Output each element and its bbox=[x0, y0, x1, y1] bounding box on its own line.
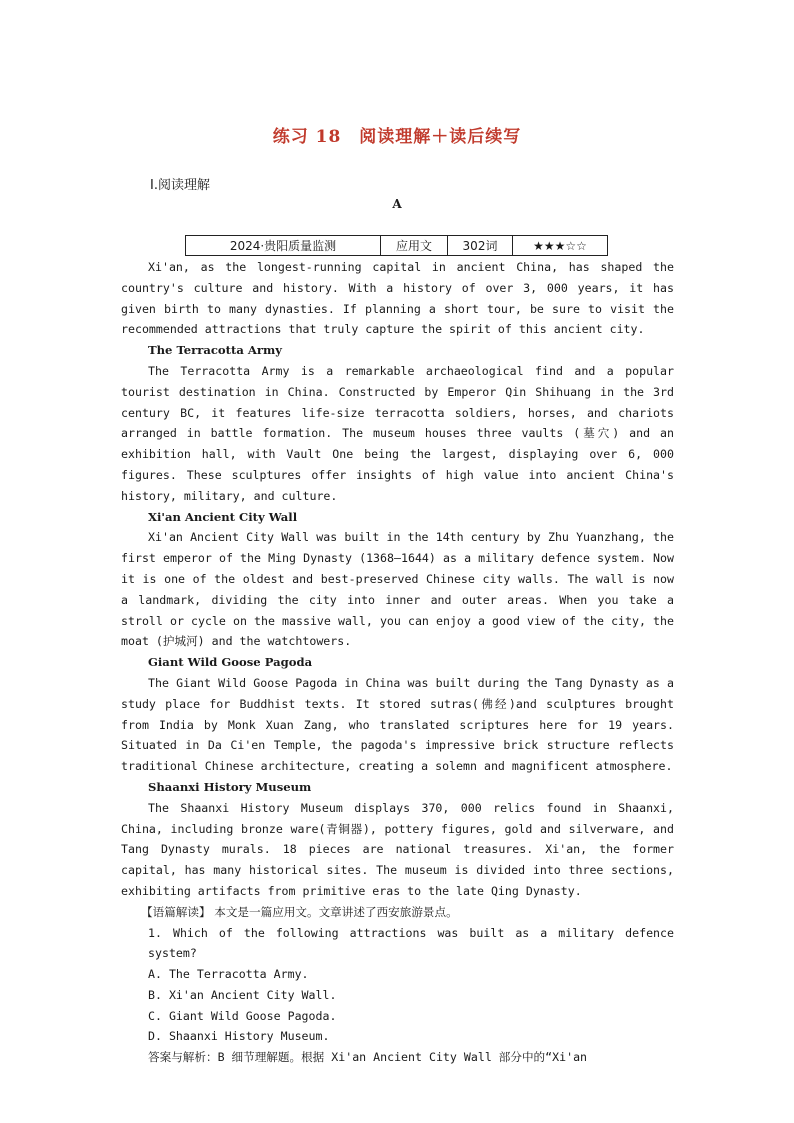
paragraph-museum: The Shaanxi History Museum displays 370, 000 relics found in Shaanxi, China, including bronze ware(青铜器), pottery figures, gold and silverware, and Tang Dynasty murals. 18 pieces are national treasures. Xi'an, the former capital, has many historical sites. The museum is divided into three sections, exhibiting artifacts from primitive eras to the late Qing Dynasty. bbox=[121, 800, 674, 898]
passage-body bbox=[121, 257, 674, 1068]
paragraph-city-wall: Xi'an Ancient City Wall was built in the 14th century by Zhu Yuanzhang, the first emperor of the Ming Dynasty (1368—1644) as a military defence system. Now it is one of the oldest and best-preserved Chinese city walls. The wall is now a landmark, dividing the city into inner and outer areas. When you take a stroll or cycle on the massive wall, you can enjoy a good view of the city, the moat (护城河) and the watchtowers. bbox=[121, 530, 674, 649]
subheading-city-wall: Xi'an Ancient City Wall bbox=[148, 509, 298, 524]
option-b: B. Xi'an Ancient City Wall. bbox=[148, 987, 337, 1002]
title-topic: 阅读理解＋读后续写 bbox=[359, 127, 522, 147]
section-heading: Ⅰ.阅读理解 bbox=[150, 178, 210, 193]
title-exercise-number: 练习 18 bbox=[272, 127, 342, 147]
paragraph-terracotta: The Terracotta Army is a remarkable archaeological find and a popular tourist destination in China. Constructed by Emperor Qin Shihuang in the 3rd century BC, it features life-size terracotta soldiers, horses, and chariots arranged in battle formation. The museum houses three vaults (墓穴) and an exhibition hall, with Vault One being the largest, displaying over 6, 000 figures. These sculptures offer insights of high value into ancient China's history, military, and culture. bbox=[121, 363, 674, 503]
subheading-terracotta: The Terracotta Army bbox=[148, 343, 283, 358]
meta-genre: 应用文 bbox=[381, 236, 448, 256]
meta-source: 2024·贵阳质量监测 bbox=[186, 236, 381, 256]
question-stem: 1. Which of the following attractions was built as a military defence system? bbox=[148, 925, 674, 961]
paragraph-pagoda: The Giant Wild Goose Pagoda in China was built during the Tang Dynasty as a study place for Buddhist texts. It stored sutras(佛经)and sculptures brought from India by Monk Xuan Zang, who translated scriptures here for 19 years. Situated in Da Ci'en Temple, the pagoda's impressive brick structure reflects traditional Chinese architecture, creating a solemn and magnificent atmosphere. bbox=[121, 675, 674, 774]
intro-paragraph: Xi'an, as the longest-running capital in ancient China, has shaped the country's culture and history. With a history of over 3, 000 years, it has given birth to many dynasties. If planning a short tour, be sure to visit the recommended attractions that truly capture the spirit of this ancient city. bbox=[121, 260, 674, 337]
meta-word-count: 302词 bbox=[448, 236, 513, 256]
option-a: A. The Terracotta Army. bbox=[148, 967, 309, 982]
passage-meta-table bbox=[185, 235, 608, 256]
answer-explanation: 答案与解析：B 细节理解题。根据 Xi'an Ancient City Wall 部分中的“Xi'an bbox=[148, 1050, 588, 1065]
passage-label: A bbox=[392, 197, 402, 211]
subheading-pagoda: Giant Wild Goose Pagoda bbox=[148, 655, 313, 670]
meta-difficulty-stars: ★★★☆☆ bbox=[513, 236, 608, 256]
subheading-museum: Shaanxi History Museum bbox=[148, 779, 312, 794]
page-title bbox=[0, 122, 794, 147]
option-d: D. Shaanxi History Museum. bbox=[148, 1029, 330, 1044]
option-c: C. Giant Wild Goose Pagoda. bbox=[148, 1008, 337, 1023]
passage-interpretation: 【语篇解读】 本文是一篇应用文。文章讲述了西安旅游景点。 bbox=[141, 904, 458, 919]
